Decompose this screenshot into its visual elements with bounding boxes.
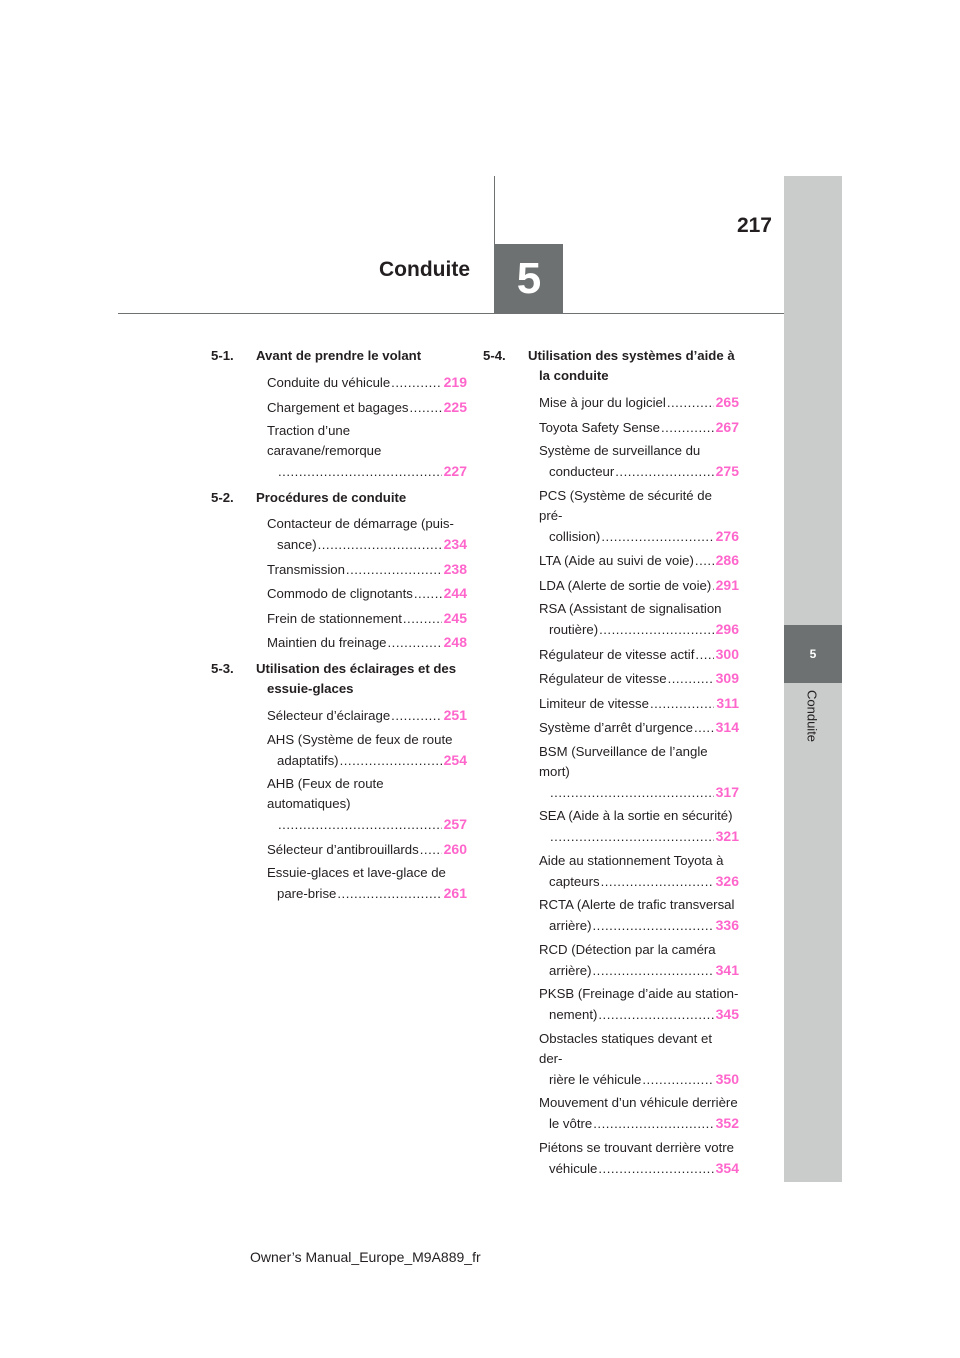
dot-leader — [642, 1070, 713, 1090]
toc-entry[interactable] — [483, 644, 739, 665]
dot-leader — [615, 462, 713, 482]
dot-leader — [403, 609, 442, 629]
page-reference-link[interactable]: 260 — [443, 840, 467, 857]
dot-leader — [601, 527, 713, 547]
toc-entry[interactable] — [483, 1029, 739, 1090]
toc-entry-line — [267, 559, 467, 580]
toc-entry-text: Système de surveillance du — [539, 443, 701, 458]
toc-entry-line — [539, 826, 739, 847]
toc-entry[interactable] — [483, 1138, 739, 1179]
toc-entry-line — [539, 693, 739, 714]
dot-leader — [598, 1159, 713, 1179]
page-reference-link[interactable]: 267 — [715, 418, 739, 435]
toc-section — [211, 659, 467, 904]
page-reference-link[interactable]: 309 — [715, 670, 739, 686]
dot-leader — [346, 560, 442, 580]
toc-section-title: Utilisation des systèmes d’aide à la conduite — [528, 348, 735, 383]
dot-leader — [694, 718, 714, 738]
toc-entry[interactable] — [211, 514, 467, 555]
toc-entry[interactable] — [483, 668, 739, 689]
toc-entry-line — [267, 372, 467, 393]
dot-leader — [598, 1005, 713, 1025]
dot-leader — [712, 576, 713, 596]
toc-entry-line — [539, 871, 739, 892]
toc-entry-line — [267, 583, 467, 604]
toc-entry[interactable] — [211, 774, 467, 835]
toc-entry[interactable] — [483, 742, 739, 803]
toc-entry-line — [539, 461, 739, 482]
page-reference-link[interactable]: 265 — [715, 394, 739, 410]
chapter-number: 5 — [516, 253, 542, 303]
toc-entry-line — [267, 705, 467, 726]
page-reference-link[interactable]: 275 — [715, 463, 739, 479]
toc-entry-line — [539, 915, 739, 936]
dot-leader — [388, 633, 442, 653]
toc-entry-line — [267, 608, 467, 629]
toc-entry-line — [539, 668, 739, 689]
toc-entry-line — [539, 417, 739, 438]
toc-entry-text: Frein de stationnement — [267, 610, 402, 626]
toc-entry-line — [539, 575, 739, 596]
toc-column-2 — [483, 346, 739, 1185]
toc-entry-line — [267, 814, 467, 835]
toc-entry[interactable] — [483, 392, 739, 413]
dot-leader — [414, 584, 442, 604]
dot-leader — [668, 669, 714, 689]
toc-entry-text: conducteur — [549, 464, 615, 479]
toc-entry-text: nement) — [549, 1007, 598, 1022]
toc-entry[interactable] — [483, 486, 739, 547]
toc-entry-text: collision) — [549, 528, 601, 544]
dot-leader — [661, 418, 714, 438]
toc-entry[interactable] — [211, 863, 467, 904]
toc-entry-text: Chargement et bagages — [267, 399, 409, 415]
toc-entry-text: Aide au stationnement Toyota à — [539, 852, 724, 868]
page-reference-link[interactable]: 276 — [715, 527, 739, 544]
toc-entry-text: le vôtre — [549, 1116, 593, 1131]
toc-entry[interactable] — [483, 693, 739, 714]
toc-section-heading — [211, 346, 467, 366]
toc-entry-text: Commodo de clignotants — [267, 586, 413, 601]
toc-entry-text: Obstacles statiques devant et der- — [539, 1030, 713, 1066]
toc-entry-line — [539, 1113, 739, 1134]
toc-entry-line — [267, 461, 467, 482]
toc-entry[interactable] — [483, 851, 739, 892]
toc-entry[interactable] — [211, 583, 467, 604]
page-reference-link[interactable]: 254 — [443, 751, 467, 768]
toc-entry-line — [267, 397, 467, 418]
toc-entry-text: Régulateur de vitesse actif — [539, 646, 695, 662]
toc-entry-text: Mise à jour du logiciel — [539, 395, 666, 410]
page-number: 217 — [736, 214, 772, 237]
toc-entry[interactable] — [211, 839, 467, 860]
toc-entry-line — [539, 1069, 739, 1090]
dot-leader — [599, 620, 714, 640]
toc-entry[interactable] — [483, 940, 739, 981]
toc-entry[interactable] — [483, 575, 739, 596]
toc-entry-text: Mouvement d’un véhicule derrière — [539, 1095, 738, 1110]
page-reference-link[interactable]: 245 — [443, 609, 467, 626]
toc-entry-text: Piétons se trouvant derrière votre — [539, 1139, 734, 1155]
toc-entry[interactable] — [211, 372, 467, 393]
toc-entry-text: RSA (Assistant de signalisation — [539, 601, 722, 616]
dot-leader — [337, 884, 441, 904]
toc-section — [211, 488, 467, 653]
dot-leader — [340, 751, 442, 771]
dot-leader — [650, 694, 714, 714]
toc-entry-text: Sélecteur d’antibrouillards — [267, 841, 419, 857]
toc-column-1 — [211, 346, 467, 910]
sidebar-title-text: Conduite — [804, 690, 820, 743]
dot-leader — [667, 393, 714, 413]
chapter-number-box — [495, 244, 563, 313]
header-horizontal-rule — [118, 313, 784, 314]
dot-leader — [695, 645, 713, 665]
toc-entry-text: Régulateur de vitesse — [539, 671, 667, 686]
footer-manual-id: Owner’s Manual_Europe_M9A889_fr — [250, 1249, 481, 1265]
page-reference-link[interactable]: 261 — [443, 885, 467, 901]
page-reference-link[interactable]: 314 — [715, 719, 739, 735]
toc-entry[interactable] — [483, 599, 739, 640]
page-reference-link[interactable]: 345 — [715, 1006, 739, 1022]
page-reference-link[interactable]: 341 — [715, 961, 739, 978]
page-reference-link[interactable]: 321 — [715, 828, 739, 844]
toc-entry-text: Transmission — [267, 561, 345, 577]
toc-entry-text: PCS (Système de sécurité de pré- — [539, 487, 712, 523]
toc-section-heading — [483, 346, 739, 386]
toc-entry-text: AHB (Feux de route automatiques) — [267, 776, 384, 811]
toc-entry-text: Limiteur de vitesse — [539, 695, 649, 711]
toc-section — [483, 346, 739, 1179]
toc-entry-text: Sélecteur d’éclairage — [267, 708, 391, 723]
toc-section-title: Procédures de conduite — [256, 490, 407, 505]
sidebar-chapter-tab[interactable] — [784, 625, 842, 683]
toc-entry[interactable] — [211, 421, 467, 482]
page-reference-link[interactable]: 244 — [443, 585, 467, 601]
toc-entry-text: arrière) — [549, 962, 592, 978]
toc-entry-text: Conduite du véhicule — [267, 375, 391, 390]
toc-entry-text: Essuie-glaces et lave-glace de — [267, 865, 446, 880]
toc-entry-text: capteurs — [549, 873, 600, 889]
page-reference-link[interactable]: 257 — [443, 816, 467, 832]
page-reference-link[interactable]: 311 — [716, 694, 739, 711]
toc-entry[interactable] — [483, 895, 739, 936]
dot-leader — [593, 961, 714, 981]
toc-section-number: 5-1. — [211, 348, 234, 363]
toc-section-number: 5-3. — [211, 661, 234, 676]
toc-entry[interactable] — [211, 730, 467, 771]
toc-entry-line — [539, 644, 739, 665]
page-reference-link[interactable]: 350 — [715, 1070, 739, 1087]
toc-entry-line — [539, 782, 739, 803]
toc-entry-text: véhicule — [549, 1160, 598, 1176]
toc-entry-line — [539, 1158, 739, 1179]
toc-entry[interactable] — [483, 1093, 739, 1134]
dot-leader — [593, 916, 714, 936]
page-reference-link[interactable]: 286 — [715, 552, 739, 568]
page-reference-link[interactable]: 354 — [715, 1159, 739, 1176]
sidebar-chapter-title — [800, 690, 824, 790]
toc-entry-text: SEA (Aide à la sortie en sécurité) — [539, 808, 733, 823]
toc-entry-text: pare-brise — [277, 886, 337, 901]
toc-section-heading — [211, 488, 467, 508]
page-reference-link[interactable]: 326 — [715, 872, 739, 889]
page-reference-link[interactable]: 234 — [443, 536, 467, 552]
toc-entry-text: AHS (Système de feux de route — [267, 731, 453, 747]
toc-section-number: 5-2. — [211, 490, 234, 505]
toc-entry[interactable] — [211, 632, 467, 653]
toc-entry-text: LDA (Alerte de sortie de voie) — [539, 577, 712, 593]
toc-entry-line — [267, 632, 467, 653]
page-reference-link[interactable]: 248 — [443, 634, 467, 650]
dot-leader — [278, 462, 442, 482]
toc-entry-line — [539, 619, 739, 640]
page-reference-link[interactable]: 227 — [443, 463, 467, 479]
page-reference-link[interactable]: 219 — [443, 374, 467, 390]
page-reference-link[interactable]: 251 — [443, 707, 467, 723]
toc-entry-text: PKSB (Freinage d’aide au station- — [539, 986, 739, 1001]
toc-entry-text: BSM (Surveillance de l’angle mort) — [539, 743, 708, 779]
toc-entry-text: RCTA (Alerte de trafic transversal — [539, 897, 735, 912]
toc-entry-line — [267, 839, 467, 860]
toc-entry[interactable] — [483, 806, 739, 847]
toc-entry-line — [539, 392, 739, 413]
toc-entry-line — [539, 1004, 739, 1025]
toc-entry-line — [539, 960, 739, 981]
toc-entry-text: Système d’arrêt d’urgence — [539, 720, 693, 735]
toc-entry-text: arrière) — [549, 918, 592, 933]
toc-section — [211, 346, 467, 482]
toc-entry[interactable] — [211, 559, 467, 580]
toc-entry[interactable] — [483, 984, 739, 1025]
toc-entry-text: rière le véhicule — [549, 1071, 642, 1087]
dot-leader — [593, 1114, 713, 1134]
page-reference-link[interactable]: 291 — [715, 576, 739, 593]
page-reference-link[interactable]: 300 — [715, 645, 739, 662]
page-reference-link[interactable]: 352 — [715, 1115, 739, 1131]
page-reference-link[interactable]: 238 — [443, 560, 467, 577]
page-reference-link[interactable]: 317 — [715, 783, 739, 800]
toc-entry-text: Maintien du freinage — [267, 635, 387, 650]
chapter-title: Conduite — [379, 258, 470, 281]
page-reference-link[interactable]: 225 — [443, 398, 467, 415]
toc-entry-line — [539, 717, 739, 738]
dot-leader — [420, 840, 442, 860]
toc-section-number: 5-4. — [483, 348, 506, 363]
toc-entry-text: LTA (Aide au suivi de voie) — [539, 553, 694, 568]
toc-entry[interactable] — [211, 705, 467, 726]
toc-entry-line — [267, 534, 467, 555]
toc-entry[interactable] — [483, 717, 739, 738]
toc-entry-text: Traction d’une caravane/remorque — [267, 423, 382, 458]
dot-leader — [391, 373, 441, 393]
page-reference-link[interactable]: 336 — [715, 917, 739, 933]
toc-entry-line — [539, 550, 739, 571]
toc-entry-line — [267, 883, 467, 904]
toc-entry[interactable] — [211, 397, 467, 418]
toc-entry[interactable] — [483, 441, 739, 482]
toc-entry-text: sance) — [277, 537, 317, 552]
toc-entry-text: routière) — [549, 622, 599, 637]
toc-entry-text: RCD (Détection par la caméra — [539, 941, 716, 957]
page-reference-link[interactable]: 296 — [715, 621, 739, 637]
toc-section-title: Utilisation des éclairages et des essuie-glaces — [256, 661, 457, 696]
toc-entry-line — [539, 526, 739, 547]
toc-entry[interactable] — [483, 417, 739, 438]
sidebar-tab-number: 5 — [809, 647, 817, 661]
toc-entry-line — [267, 750, 467, 771]
dot-leader — [601, 872, 714, 892]
toc-entry[interactable] — [483, 550, 739, 571]
dot-leader — [550, 783, 714, 803]
dot-leader — [410, 398, 442, 418]
dot-leader — [391, 706, 441, 726]
toc-entry-text: adaptatifs) — [277, 752, 339, 768]
toc-section-heading — [211, 659, 467, 699]
dot-leader — [695, 551, 714, 571]
toc-entry-text: Contacteur de démarrage (puis- — [267, 516, 454, 531]
toc-entry[interactable] — [211, 608, 467, 629]
toc-section-title: Avant de prendre le volant — [256, 348, 422, 363]
dot-leader — [550, 827, 714, 847]
toc-entry-text: Toyota Safety Sense — [539, 419, 660, 435]
dot-leader — [278, 815, 442, 835]
dot-leader — [318, 535, 442, 555]
